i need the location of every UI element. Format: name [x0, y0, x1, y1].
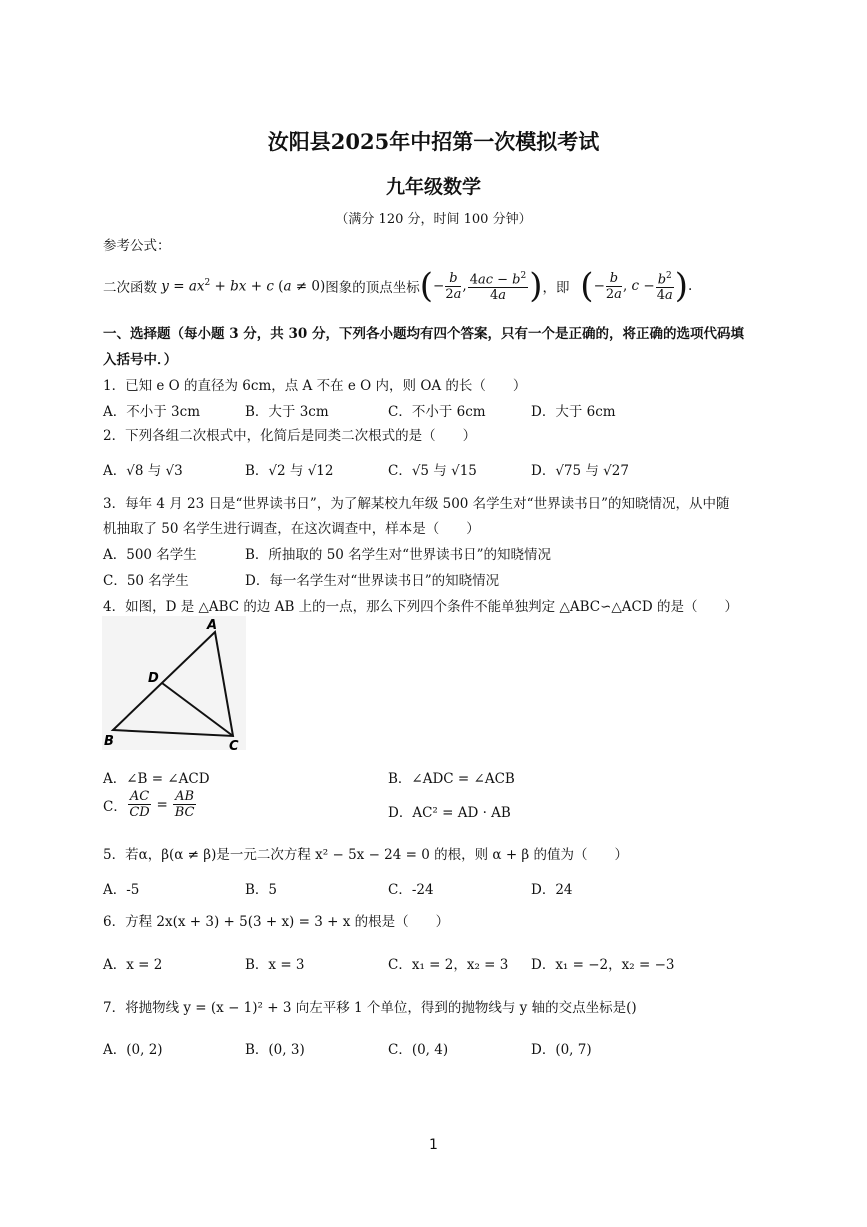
- q2-option-a: A．√8 与 √3: [103, 463, 183, 479]
- q4-option-c: C． $\frac{AC}{CD}$ = $\frac{AB}{BC}$: [103, 789, 195, 820]
- q7-option-d: D．(0, 7): [531, 1042, 592, 1058]
- reference-label: 参考公式：: [103, 238, 171, 254]
- page-number: 1: [429, 1137, 438, 1153]
- q3-option-c: C．50 名学生: [103, 573, 189, 589]
- section-heading-line1: 一、选择题（每小题 3 分，共 30 分，下列各小题均有四个答案，只有一个是正确的，将正确的选项代码填: [103, 326, 744, 342]
- question-4-stem: 4．如图，D 是 △ABC 的边 AB 上的一点，那么下列四个条件不能单独判定 △ABC∽△ACD 的是（ ）: [103, 599, 738, 615]
- q2-option-d: D．√75 与 √27: [531, 463, 629, 479]
- q4-option-a: A．∠B = ∠ACD: [103, 771, 210, 787]
- label-c: C: [229, 739, 239, 754]
- question-3-stem-line1: 3．每年 4 月 23 日是“世界读书日”，为了解某校九年级 500 名学生对“世界读书日”的知晓情况，从中随: [103, 496, 730, 512]
- formula-mid: 图象的顶点坐标: [325, 280, 420, 296]
- q7-option-b: B．(0, 3): [245, 1042, 305, 1058]
- vertex-y-fraction: $\frac{4ac - b^2}{4a}$: [469, 270, 527, 304]
- quadratic-expression: $y = ax^2$ + bx + c (a ≠ 0): [161, 277, 326, 295]
- q1-option-c: C．不小于 6cm: [388, 404, 486, 420]
- exam-note: （满分 120 分，时间 100 分钟）: [335, 212, 532, 227]
- q6-option-b: B．x = 3: [245, 957, 305, 973]
- q6-option-d: D．x₁ = −2，x₂ = −3: [531, 957, 675, 973]
- q6-option-a: A．x = 2: [103, 957, 163, 973]
- exam-subtitle: 九年级数学: [385, 176, 481, 198]
- q6-option-c: C．x₁ = 2，x₂ = 3: [388, 957, 509, 973]
- exam-title: 汝阳县2025年中招第一次模拟考试: [267, 129, 600, 154]
- formula-sep: ，即: [542, 280, 570, 296]
- question-7-stem: 7．将抛物线 y = (x − 1)² + 3 向左平移 1 个单位，得到的抛物线与 y 轴的交点坐标是(): [103, 1000, 637, 1016]
- label-b: B: [104, 734, 114, 749]
- vertex-y-fraction-2: $\frac{b^2}{4a}$: [656, 270, 673, 304]
- question-6-stem: 6．方程 2x(x + 3) + 5(3 + x) = 3 + x 的根是（ ）: [103, 914, 450, 930]
- q3-option-b: B．所抽取的 50 名学生对“世界读书日”的知晓情况: [245, 547, 551, 563]
- q1-option-a: A．不小于 3cm: [103, 404, 200, 420]
- q5-option-a: A．-5: [103, 882, 140, 898]
- triangle-figure: [100, 612, 250, 754]
- q2-option-b: B．√2 与 √12: [245, 463, 334, 479]
- question-3-stem-line2: 机抽取了 50 名学生进行调查，在这次调查中，样本是（ ）: [103, 521, 480, 537]
- question-5-stem: 5．若α，β(α ≠ β)是一元二次方程 x² − 5x − 24 = 0 的根，则 α + β 的值为（ ）: [103, 847, 629, 863]
- section-heading-line2: 入括号中．）: [103, 352, 178, 368]
- q4-option-b: B．∠ADC = ∠ACB: [388, 771, 515, 787]
- formula-prefix: 二次函数: [103, 280, 157, 296]
- q5-option-d: D．24: [531, 882, 573, 898]
- q3-option-d: D．每一名学生对“世界读书日”的知晓情况: [245, 573, 500, 589]
- vertex-x-fraction: $\frac{b}{2a}$: [445, 270, 462, 302]
- q4-option-d: D．AC² = AD · AB: [388, 805, 511, 821]
- q1-option-d: D．大于 6cm: [531, 404, 616, 420]
- vertex-x-fraction-2: $\frac{b}{2a}$: [605, 270, 622, 302]
- q7-option-a: A．(0, 2): [103, 1042, 163, 1058]
- q2-option-c: C．√5 与 √15: [388, 463, 477, 479]
- label-a: A: [207, 618, 218, 633]
- q5-option-c: C．-24: [388, 882, 434, 898]
- q3-option-a: A．500 名学生: [103, 547, 197, 563]
- reference-formula: 二次函数 $y = ax^2$ + bx + c (a ≠ 0) 图象的顶点坐标 ( − $\frac{b}{2a}$ , $\frac{4ac - b^2}{4a}$ ) ，即 ( − $\frac{b}{2a}$ , c − $\frac{b^2}{4a}$ ) .: [103, 266, 693, 306]
- q7-option-c: C．(0, 4): [388, 1042, 449, 1058]
- label-d: D: [148, 671, 159, 686]
- question-2-stem: 2．下列各组二次根式中，化简后是同类二次根式的是（ ）: [103, 428, 477, 444]
- question-1-stem: 1．已知 e O 的直径为 6cm，点 A 不在 e O 内，则 OA 的长（ ）: [103, 378, 527, 394]
- q5-option-b: B．5: [245, 882, 278, 898]
- q1-option-b: B．大于 3cm: [245, 404, 329, 420]
